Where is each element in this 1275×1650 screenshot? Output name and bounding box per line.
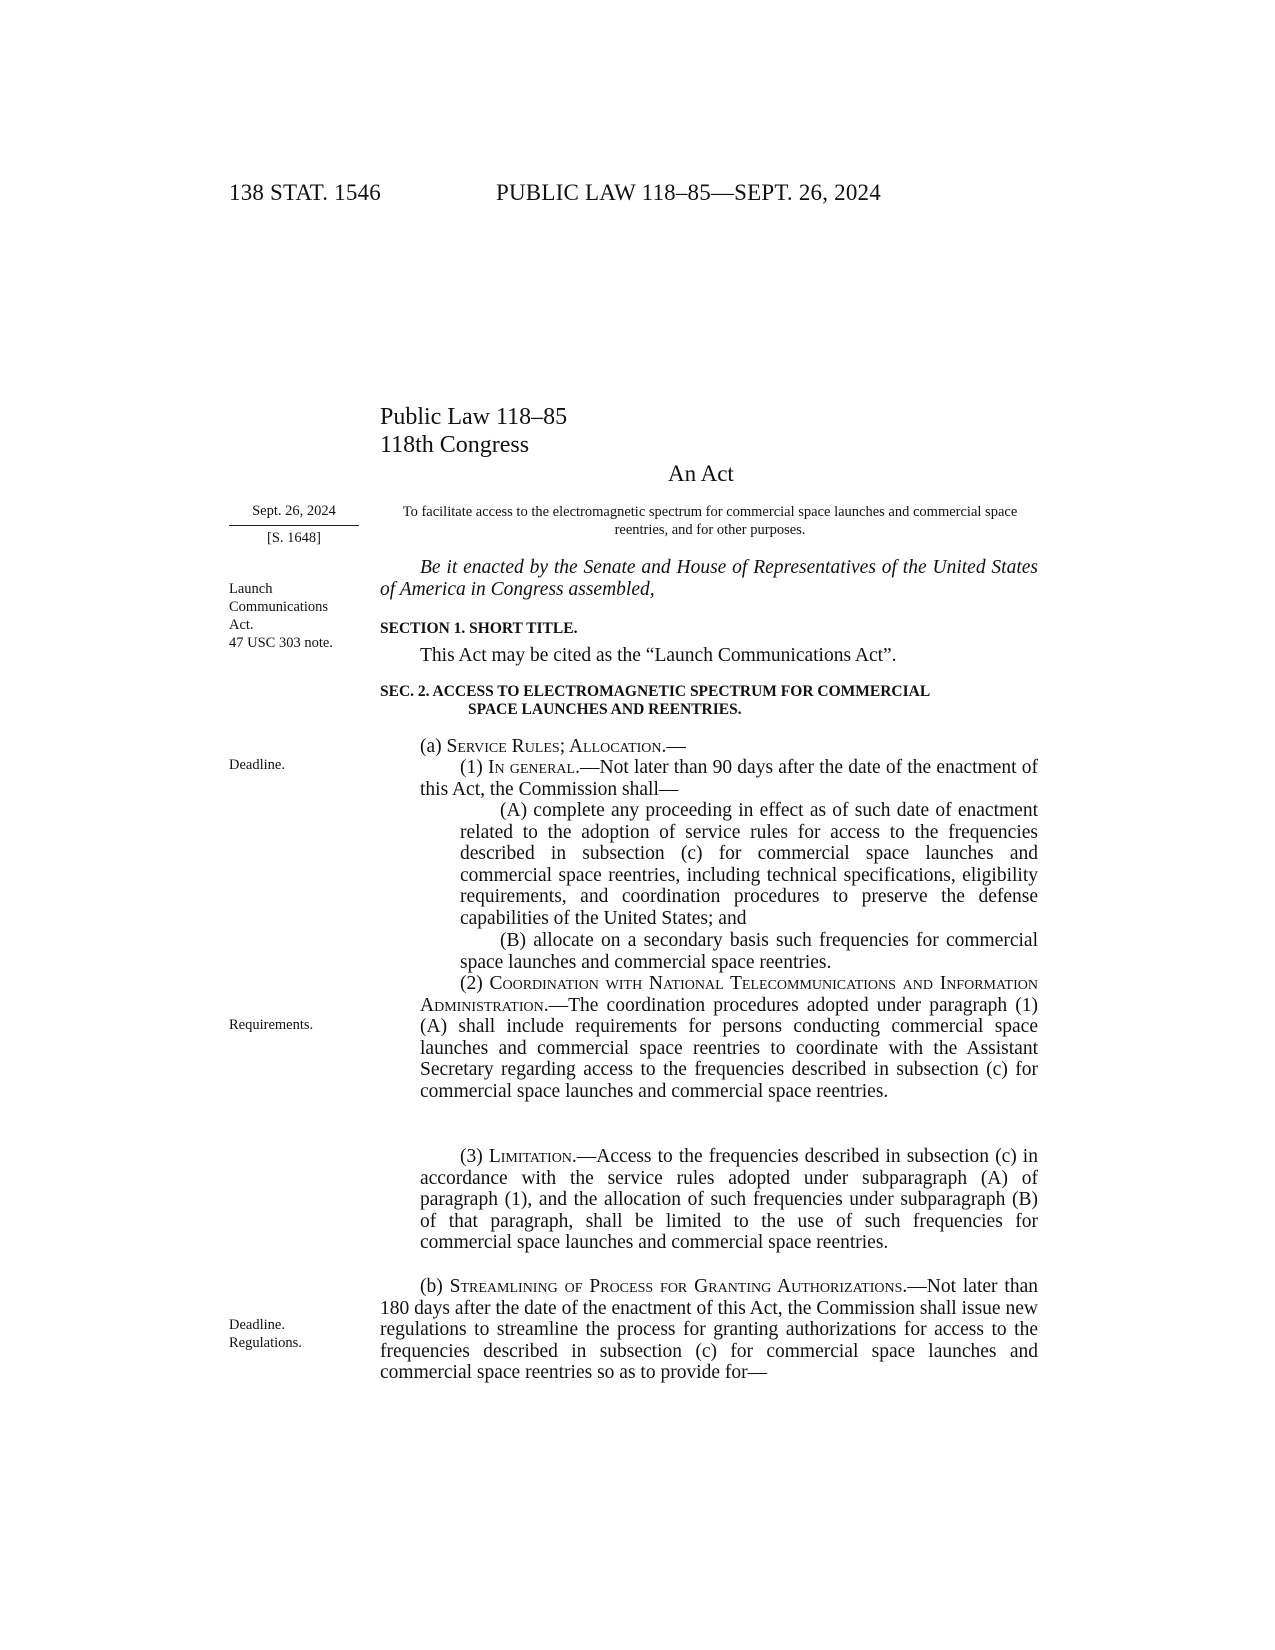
paragraph-label: (3) [460, 1146, 489, 1167]
section-2-heading-line: SPACE LAUNCHES AND REENTRIES. [468, 701, 742, 718]
paragraph-heading: In general. [487, 757, 580, 778]
section-1-heading: SECTION 1. SHORT TITLE. [380, 620, 578, 637]
paragraph-a3 [420, 1146, 1038, 1254]
congress-number: 118th Congress [380, 432, 530, 458]
section-2-heading-line: SEC. 2. ACCESS TO ELECTROMAGNETIC SPECTRUM FOR COMMERCIAL [380, 683, 931, 700]
subsection-heading-text: Service Rules; Allocation. [446, 736, 667, 757]
margin-note-short-title [229, 580, 364, 652]
heading-dash: — [666, 736, 686, 757]
margin-note-date: Sept. 26, 2024 [252, 503, 336, 519]
paragraph-text: —Not later than 90 days after the date of the enactment of this Act, the Commission shall— [420, 757, 1038, 800]
subsection-label: (b) [420, 1276, 450, 1297]
margin-note-line: Deadline. [229, 1317, 285, 1333]
margin-note-bill-number: [S. 1648] [267, 530, 321, 546]
act-purpose: To facilitate access to the electromagnetic spectrum for commercial space launches and commercial space reentries, and for other purposes. [402, 504, 1018, 538]
stat-page-reference: 138 STAT. 1546 [229, 180, 381, 205]
paragraph-heading: Coordination with National Telecommunications and Information Administration. [420, 973, 1038, 1016]
margin-divider [229, 525, 359, 526]
enacting-clause: Be it enacted by the Senate and House of Representatives of the United States of America in Congress assembled, [380, 557, 1038, 600]
paragraph-label: (1) [460, 757, 488, 778]
subsection-heading-text: Streamlining of Process for Granting Authorizations. [449, 1276, 908, 1297]
subparagraph-a1B: (B) allocate on a secondary basis such frequencies for commercial space launches and commercial space reentries. [460, 930, 1038, 973]
public-law-number: Public Law 118–85 [380, 404, 568, 430]
running-head-law-date: PUBLIC LAW 118–85—SEPT. 26, 2024 [496, 180, 881, 205]
section-2-heading [380, 683, 1040, 719]
margin-note-line: Act. [229, 617, 254, 633]
margin-note-deadline: Deadline. [229, 757, 285, 773]
margin-note-line: 47 USC 303 note. [229, 635, 333, 651]
margin-note-line: Communications [229, 599, 329, 615]
subsection-text: —Not later than 180 days after the date of the enactment of this Act, the Commission shall issue new regulations to streamline the process for granting authorizations for access to the frequencies described in subsection (c) for commercial space launches and commercial space reentries so as to provide for— [380, 1276, 1038, 1384]
paragraph-text: —Access to the frequencies described in subsection (c) in accordance with the service rules adopted under subparagraph (A) of paragraph (1), and the allocation of such frequencies under subparagraph (B) of that paragraph, shall be limited to the use of such frequencies for commercial space launches and commercial space reentries. [420, 1146, 1038, 1254]
subsection-label: (a) [420, 736, 447, 757]
subsection-b [380, 1276, 1038, 1384]
paragraph-text: —The coordination procedures adopted under paragraph (1)(A) shall include requirements for persons conducting commercial space launches and commercial space reentries to coordinate with the Assistant Secretary regarding access to the frequencies described in subsection (c) for commercial space launches and commercial space reentries. [420, 994, 1038, 1102]
section-1-text: This Act may be cited as the “Launch Communications Act”. [420, 645, 897, 666]
act-heading: An Act [668, 461, 734, 486]
paragraph-heading: Limitation. [488, 1146, 577, 1167]
margin-note-deadline-regulations [229, 1316, 302, 1352]
paragraph-label: (2) [460, 973, 490, 994]
margin-note-requirements: Requirements. [229, 1017, 314, 1033]
subsection-a-heading [420, 736, 686, 758]
paragraph-a1 [420, 757, 1038, 800]
paragraph-a2 [420, 973, 1038, 1103]
subparagraph-a1A: (A) complete any proceeding in effect as of such date of enactment related to the adoption of service rules for access to the frequencies described in subsection (c) for commercial space launches and commercial space reentries, including technical specifications, eligibility requirements, and coordination procedures to preserve the defense capabilities of the United States; and [460, 800, 1038, 929]
margin-note-line: Launch [229, 581, 273, 597]
margin-note-line: Regulations. [229, 1335, 302, 1351]
